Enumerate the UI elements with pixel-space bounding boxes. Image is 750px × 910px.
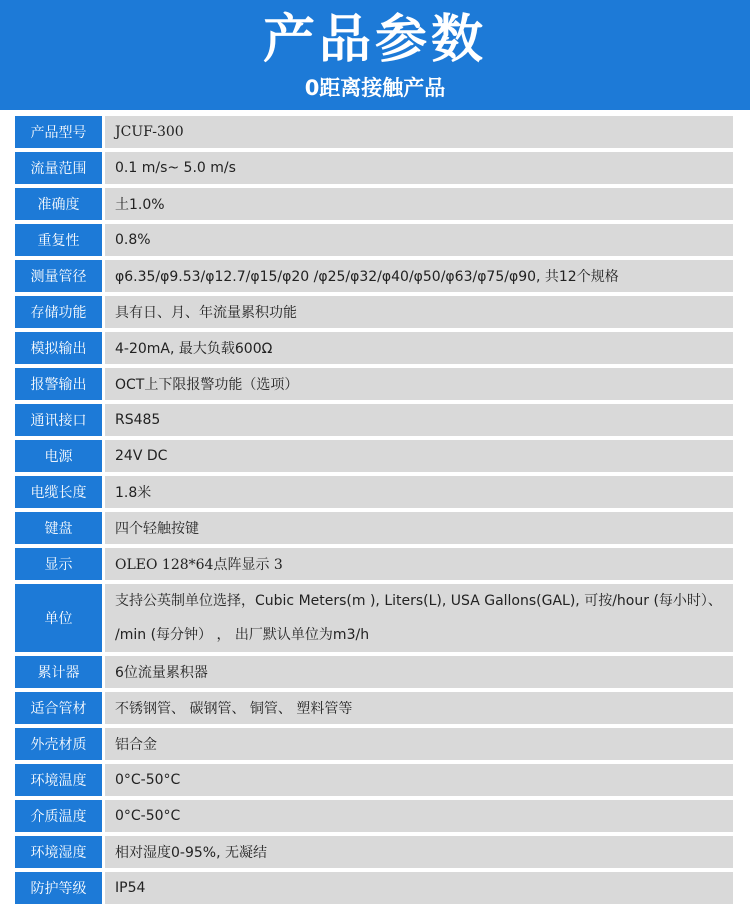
spec-value: JCUF-300: [105, 116, 733, 148]
spec-value: IP54: [105, 872, 733, 904]
spec-row-analog-output: [15, 332, 733, 364]
spec-value: RS485: [105, 404, 733, 436]
spec-value: 4-20mA, 最大负载600Ω: [105, 332, 733, 364]
spec-label: 电缆长度: [15, 476, 102, 508]
spec-row-comm-interface: [15, 404, 733, 436]
spec-label: 环境湿度: [15, 836, 102, 868]
spec-value: 土1.0%: [105, 188, 733, 220]
spec-row-flow-range: [15, 152, 733, 184]
spec-label: 测量管径: [15, 260, 102, 292]
spec-row-housing: [15, 728, 733, 760]
spec-label: 模拟输出: [15, 332, 102, 364]
spec-label: 准确度: [15, 188, 102, 220]
spec-row-cable-length: [15, 476, 733, 508]
spec-label: 外壳材质: [15, 728, 102, 760]
spec-value: OLEO 128*64点阵显示 3: [105, 548, 733, 580]
spec-label: 单位: [15, 584, 102, 652]
spec-value-line: /min (每分钟） ， 出厂默认单位为m3/h: [115, 627, 370, 643]
spec-row-protection: [15, 872, 733, 904]
spec-value: 相对湿度0-95%, 无凝结: [105, 836, 733, 868]
spec-label: 存储功能: [15, 296, 102, 328]
spec-label: 介质温度: [15, 800, 102, 832]
spec-label: 环境温度: [15, 764, 102, 796]
spec-row-pipe-diameter: [15, 260, 733, 292]
spec-value: 0.1 m/s~ 5.0 m/s: [105, 152, 733, 184]
page-title: 产品参数: [262, 10, 487, 70]
spec-value: 具有日、月、年流量累积功能: [105, 296, 733, 328]
spec-label: 适合管材: [15, 692, 102, 724]
spec-label: 流量范围: [15, 152, 102, 184]
spec-value: 24V DC: [105, 440, 733, 472]
spec-row-ambient-temp: [15, 764, 733, 796]
spec-row-humidity: [15, 836, 733, 868]
spec-row-accuracy: [15, 188, 733, 220]
spec-row-alarm-output: [15, 368, 733, 400]
spec-label: 累计器: [15, 656, 102, 688]
spec-value: 1.8米: [105, 476, 733, 508]
header-banner: [0, 0, 750, 110]
spec-label: 电源: [15, 440, 102, 472]
spec-label: 键盘: [15, 512, 102, 544]
spec-row-model: [15, 116, 733, 148]
spec-value: φ6.35/φ9.53/φ12.7/φ15/φ20 /φ25/φ32/φ40/φ50/φ63/φ75/φ90, 共12个规格: [105, 260, 733, 292]
spec-value: 0°C-50°C: [105, 800, 733, 832]
spec-label: 显示: [15, 548, 102, 580]
spec-row-storage: [15, 296, 733, 328]
spec-value: 0.8%: [105, 224, 733, 256]
spec-value: [105, 584, 733, 652]
spec-row-repeatability: [15, 224, 733, 256]
spec-row-display: [15, 548, 733, 580]
spec-label: 防护等级: [15, 872, 102, 904]
spec-value: 0°C-50°C: [105, 764, 733, 796]
spec-value: 铝合金: [105, 728, 733, 760]
spec-row-totalizer: [15, 656, 733, 688]
spec-value: 不锈钢管、 碳钢管、 铜管、 塑料管等: [105, 692, 733, 724]
spec-row-keyboard: [15, 512, 733, 544]
spec-row-pipe-material: [15, 692, 733, 724]
spec-value: 四个轻触按键: [105, 512, 733, 544]
spec-row-medium-temp: [15, 800, 733, 832]
spec-value-line: 支持公英制单位选择，Cubic Meters(m ), Liters(L), USA Gallons(GAL), 可按/hour (每小时）、: [115, 593, 722, 609]
spec-table: [15, 116, 733, 908]
spec-value: 6位流量累积器: [105, 656, 733, 688]
spec-value: OCT上下限报警功能（选项）: [105, 368, 733, 400]
spec-row-power: [15, 440, 733, 472]
spec-label: 产品型号: [15, 116, 102, 148]
spec-label: 重复性: [15, 224, 102, 256]
page-subtitle: 0距离接触产品: [304, 76, 446, 100]
spec-row-units: [15, 584, 733, 652]
spec-label: 报警输出: [15, 368, 102, 400]
spec-label: 通讯接口: [15, 404, 102, 436]
